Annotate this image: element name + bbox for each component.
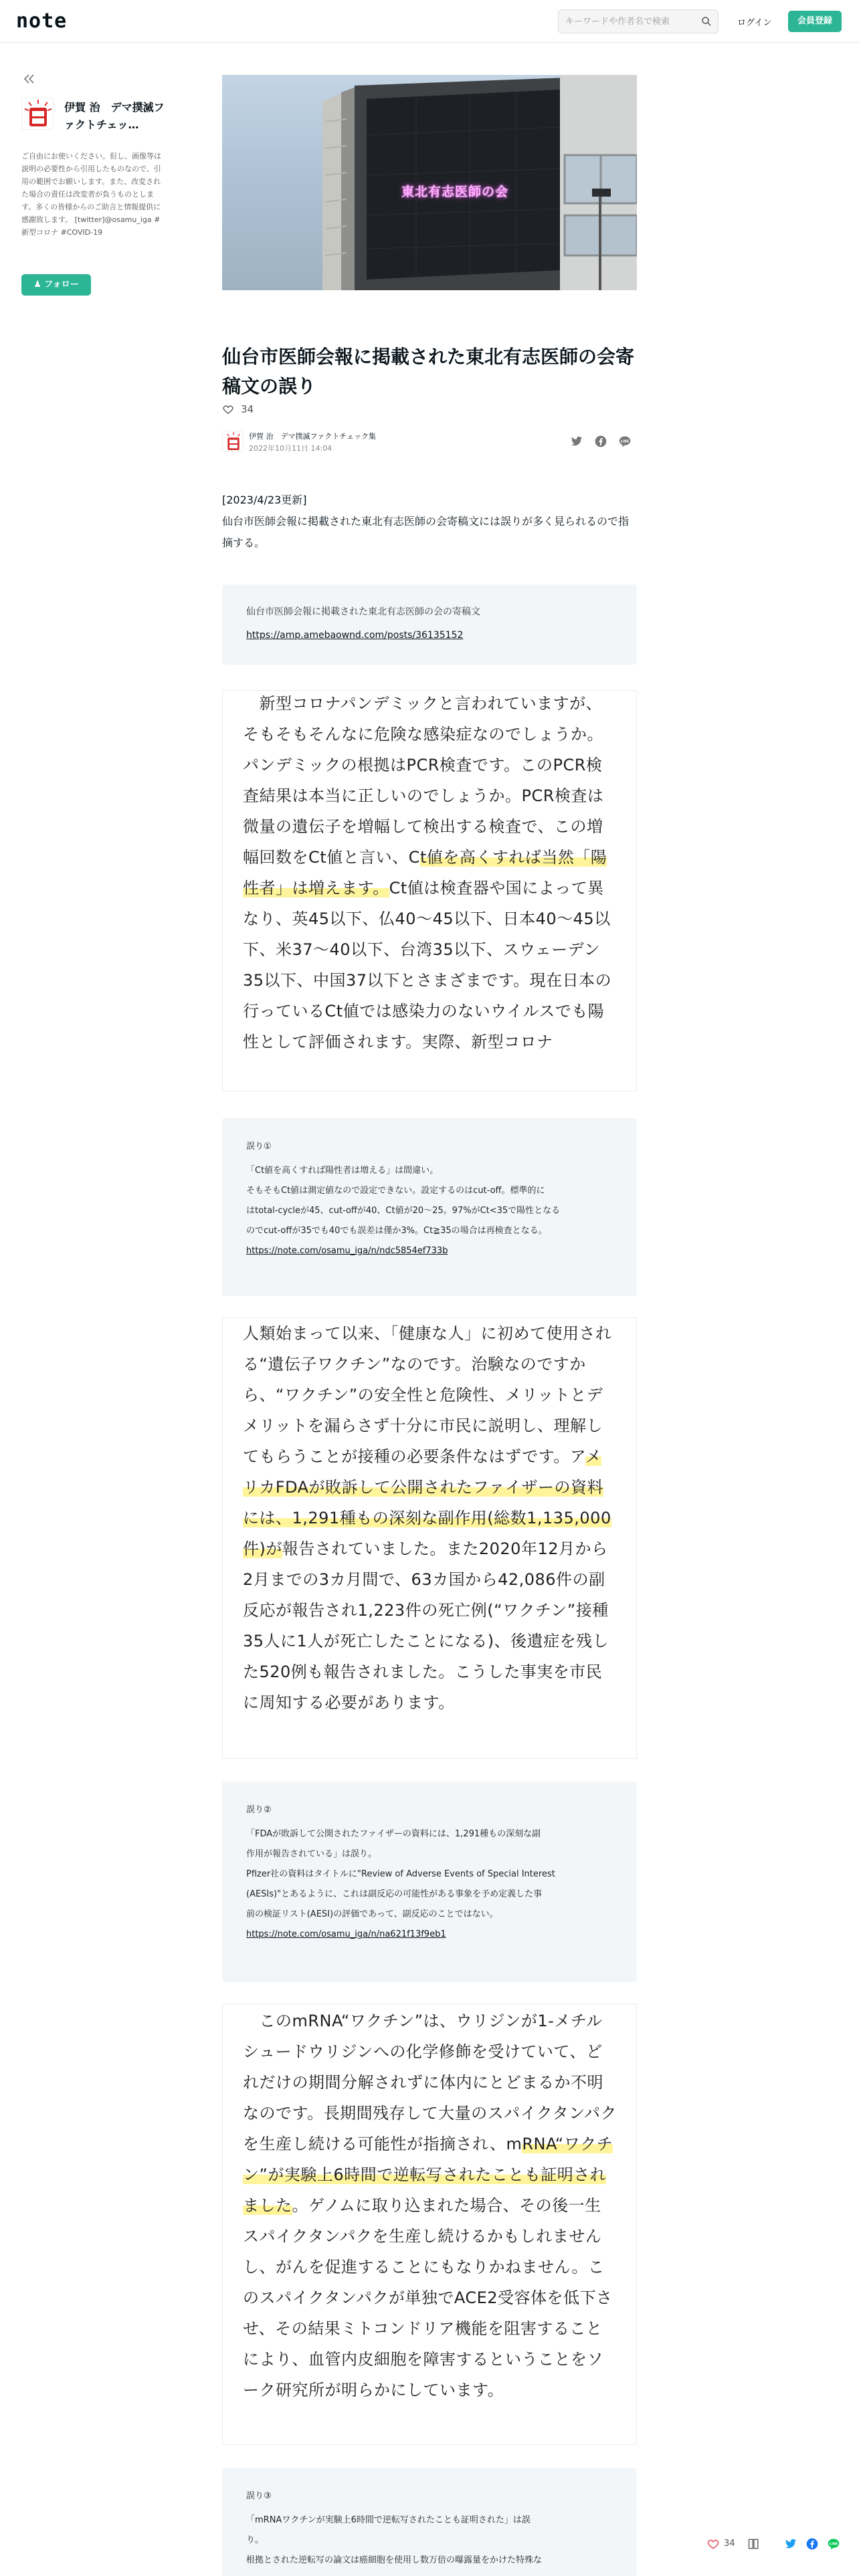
correction-line: 根拠とされた逆転写の論文は癌細胞を使用し数万倍の曝露量をかけた特殊な xyxy=(246,2555,543,2565)
search-box[interactable] xyxy=(558,9,719,33)
quote-highlight-1: t値を高くすれば当然「陽性者」は増えます。 xyxy=(243,848,607,897)
site-header xyxy=(0,0,859,43)
correction-line: はtotal-cycleが45、cut-offが40、Ct値が20〜25。97%がCt<35で陽性となる xyxy=(246,1206,561,1216)
search-input[interactable] xyxy=(565,10,696,33)
correction-line: のでcut-offが35でも40でも誤差は僅か3%。Ct≧35の場合は再検査となる。 xyxy=(246,1226,547,1236)
correction-box-1 xyxy=(222,1118,637,1296)
facebook-share-icon[interactable] xyxy=(805,2537,819,2551)
correction-line: (AESIs)"とあるように、これは副反応の可能性がある事象を予め定義した事 xyxy=(246,1889,543,1899)
hero-image xyxy=(222,75,637,290)
publish-date: 2022年10月11日 14:04 xyxy=(249,444,332,453)
magazine-add-icon[interactable] xyxy=(747,2537,761,2551)
correction-line: Pfizer社の資料はタイトルに"Review of Adverse Events of Special Interest xyxy=(246,1869,555,1879)
follow-user-icon: ♟ xyxy=(33,280,41,290)
correction-box-2 xyxy=(222,1782,637,1982)
update-note: [2023/4/23更新] xyxy=(222,494,307,506)
article-title: 仙台市医師会報に掲載された東北有志医師の会寄稿文の誤り xyxy=(222,346,635,397)
like-count: 34 xyxy=(241,403,254,415)
correction-line: 「mRNAワクチンが実験上6時間で逆転写されたことも証明された」は誤 xyxy=(246,2515,531,2525)
source-embed xyxy=(222,584,637,665)
signup-button[interactable]: 会員登録 xyxy=(788,11,842,32)
quote-highlight-2: メリカFDAが敗訴して公開されたファイザーの資料には、1,291種もの深刻な副作用(総数1,135,000件)が xyxy=(243,1447,611,1558)
author-mini-avatar[interactable] xyxy=(222,431,244,452)
quote-highlight-3: RNA“ワクチン”が実験上6時間で逆転写されたことも証明されました xyxy=(243,2135,613,2215)
correction-link-1[interactable]: https://note.com/osamu_iga/n/ndc5854ef733b xyxy=(246,1246,448,1256)
author-avatar[interactable] xyxy=(21,98,54,130)
note-logo[interactable]: note xyxy=(16,9,68,33)
line-share-icon[interactable] xyxy=(618,435,632,448)
quote-text-3: このmRNA“ワクチン”は、ウリジンが1-メチルシュードウリジンへの化学修飾を受けていて、どれだけの期間分解されずに体内にとどまるか不明なのです。長期間残存して大量のスパイクタンパクを生産し続ける可能性が指摘され、mRNA“ワクチン”が実験上6時間で逆転写されたことも証明されました。ゲノムに取り込まれた場合、その後一生スパイクタンパクを生産し続けるかもしれませんし、がんを促進することにもなりかねません。このスパイクタンパクが単独でACE2受容体を低下させ、その結果ミトコンドリア機能を阻害することにより、血管内皮細胞を障害するということをソーク研究所が明らかにしています。 xyxy=(243,2012,617,2399)
intro-paragraph: 仙台市医師会報に掲載された東北有志医師の会寄稿文には誤りが多く見られるので指摘する。 xyxy=(222,515,630,549)
correction-line: り。 xyxy=(246,2535,264,2545)
correction-line: 「Ct値を高くすれば陽性者は増える」は間違い。 xyxy=(246,1166,439,1176)
quote-screenshot-1 xyxy=(222,690,637,1091)
floating-like-count: 34 xyxy=(724,2539,735,2549)
source-link[interactable]: https://amp.amebaownd.com/posts/36135152 xyxy=(246,630,464,641)
correction-title-3: 誤り③ xyxy=(246,2491,272,2501)
article-author-name[interactable]: 伊賀 治 デマ撲滅ファクトチェック集 xyxy=(249,432,376,441)
like-row[interactable] xyxy=(222,401,254,417)
author-bio: ご自由にお使いください。但し、画像等は説明の必要性から引用したものなので、引用の範囲でお願いします。また、改変された場合の責任は改変者が負うものとします。多くの皆様からのご助言と情報提供に感謝致します。 [twitter]@osamu_iga #新型コロナ #COVID-19 xyxy=(21,152,161,237)
correction-box-3 xyxy=(222,2468,637,2576)
quote-screenshot-2 xyxy=(222,1317,637,1759)
svg-text:LINE: LINE xyxy=(620,439,630,444)
heart-icon[interactable] xyxy=(222,403,234,415)
like-heart-icon[interactable] xyxy=(706,2537,720,2551)
line-share-icon[interactable] xyxy=(827,2537,840,2551)
login-button[interactable]: ログイン xyxy=(737,18,772,28)
search-icon[interactable] xyxy=(700,15,712,27)
follow-button[interactable] xyxy=(21,274,91,296)
quote-text-2: 人類始まって以来、「健康な人」に初めて使用される“遺伝子ワクチン”なのです。治験なのですから、“ワクチン”の安全性と危険性、メリットとデメリットを漏らさず十分に市民に説明し、理解してもらうことが接種の必要条件なはずです。アメリカFDAが敗訴して公開されたファイザーの資料には、1,291種もの深刻な副作用(総数1,135,000件)が報告されていました。また2020年12月から2月までの3カ月間で、63カ国から42,086件の副反応が報告され1,223件の死亡例(“ワクチン”接種35人に1人が死亡したことになる)、後遺症を残した520例も報告されました。こうした事実を市民に周知する必要があります。 xyxy=(243,1324,612,1712)
correction-line: そもそもCt値は測定値なので設定できない。設定するのはcut-off。標準的に xyxy=(246,1186,545,1196)
twitter-share-icon[interactable] xyxy=(570,435,583,448)
correction-line: 「FDAが敗訴して公開されたファイザーの資料には、1,291種もの深刻な副 xyxy=(246,1829,541,1839)
collapse-sidebar-icon[interactable] xyxy=(21,71,37,87)
quote-screenshot-3 xyxy=(222,2004,637,2445)
correction-title-2: 誤り② xyxy=(246,1805,272,1815)
twitter-share-icon[interactable] xyxy=(784,2537,797,2551)
svg-text:LINE: LINE xyxy=(829,2542,838,2547)
article-author-row xyxy=(222,429,637,456)
follow-label: フォロー xyxy=(44,280,79,290)
correction-line: 前の検証リスト(AESI)の評価であって、副反応のことではない。 xyxy=(246,1909,498,1919)
correction-link-2[interactable]: https://note.com/osamu_iga/n/na621f13f9eb1 xyxy=(246,1929,446,1939)
correction-title-1: 誤り① xyxy=(246,1142,272,1152)
source-title: 仙台市医師会報に掲載された東北有志医師の会の寄稿文 xyxy=(246,607,480,617)
quote-text-1: 新型コロナパンデミックと言われていますが、そもそもそんなに危険な感染症なのでしょうか。パンデミックの根拠はPCR検査です。このPCR検査結果は本当に正しいのでしょうか。PCR検査は微量の遺伝子を増幅して検出する検査で、この増幅回数をCt値と言い、Ct値を高くすれば当然「陽性者」は増えます。Ct値は検査器や国によって異なり、英45以下、仏40〜45以下、日本40〜45以下、米37〜40以下、台湾35以下、スウェーデン35以下、中国37以下とさまざまです。現在日本の行っているCt値では感染力のないウイルスでも陽性として評価されます。実際、新型コロナ xyxy=(243,694,612,1051)
floating-action-bar xyxy=(704,2531,859,2557)
hero-sign-text: 東北有志医師の会 xyxy=(401,185,509,199)
facebook-share-icon[interactable] xyxy=(594,435,607,448)
correction-line: 作用が報告されている」は誤り。 xyxy=(246,1849,377,1859)
sidebar-author-name[interactable]: 伊賀 治 デマ撲滅ファクトチェッ… xyxy=(64,101,165,131)
